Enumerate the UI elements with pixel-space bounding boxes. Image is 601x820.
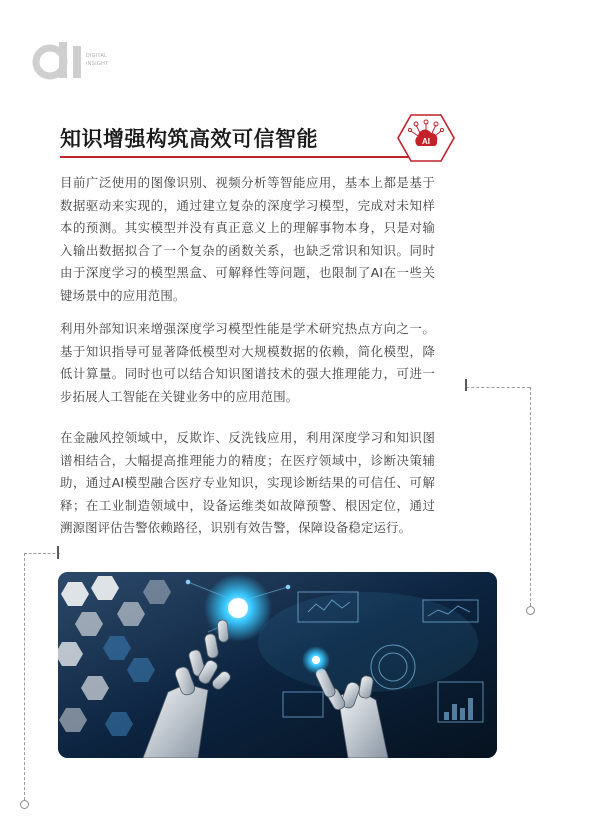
- decor-dash-right-vertical: [530, 387, 531, 606]
- decor-dash-left-vertical: [24, 553, 25, 800]
- robot-hand-image: [58, 572, 497, 758]
- paragraph-knowledge: 利用外部知识来增强深度学习模型性能是学术研究热点方向之一。基于知识指导可显著降低模型对大规模数据的依赖，简化模型，降低计算量。同时也可以结合知识图谱技术的强大推理能力，可进一步拓展人工智能在关键业务中的应用范围。: [60, 321, 435, 404]
- decor-dash-right-horizontal: [466, 387, 530, 388]
- page-title: 知识增强构筑高效可信智能: [60, 127, 318, 151]
- decor-mark-left: [57, 546, 59, 559]
- decor-circle-left: [20, 800, 29, 809]
- ai-network-icon: [396, 112, 456, 164]
- logo-mark: [32, 40, 122, 80]
- decor-circle-right: [526, 606, 535, 615]
- paragraph-intro: 目前广泛使用的图像识别、视频分析等智能应用，基本上都是基于数据驱动来实现的，通过建立复杂的深度学习模型，完成对未知样本的预测。其实模型并没有真正意义上的理解事物本身，只是对输入输出数据拟合了一个复杂的函数关系，也缺乏常识和知识。同时由于深度学习的模型黑盒、可解释性等问题，也限制了AI在一些关键场景中的应用范围。: [60, 175, 435, 303]
- logo-caption: [86, 52, 108, 68]
- decor-mark-right: [465, 379, 467, 391]
- logo-line-2: INSIGHT: [86, 61, 109, 67]
- title-underline: [60, 156, 440, 158]
- paragraph-applications: 在金融风控领域中，反欺诈、反洗钱应用，利用深度学习和知识图谱相结合，大幅提高推理能力的精度；在医疗领域中，诊断决策辅助，通过AI模型融合医疗专业知识，实现诊断结果的可信任、可解释；在工业制造领域中，设备运维类如故障预警、根因定位，通过溯源图评估告警依赖路径，识别有效告警，保障设备稳定运行。: [60, 430, 435, 535]
- logo-line-1: DIGITAL: [86, 53, 108, 59]
- ai-badge-label: AI: [422, 137, 430, 146]
- decor-dash-left-horizontal: [24, 553, 60, 554]
